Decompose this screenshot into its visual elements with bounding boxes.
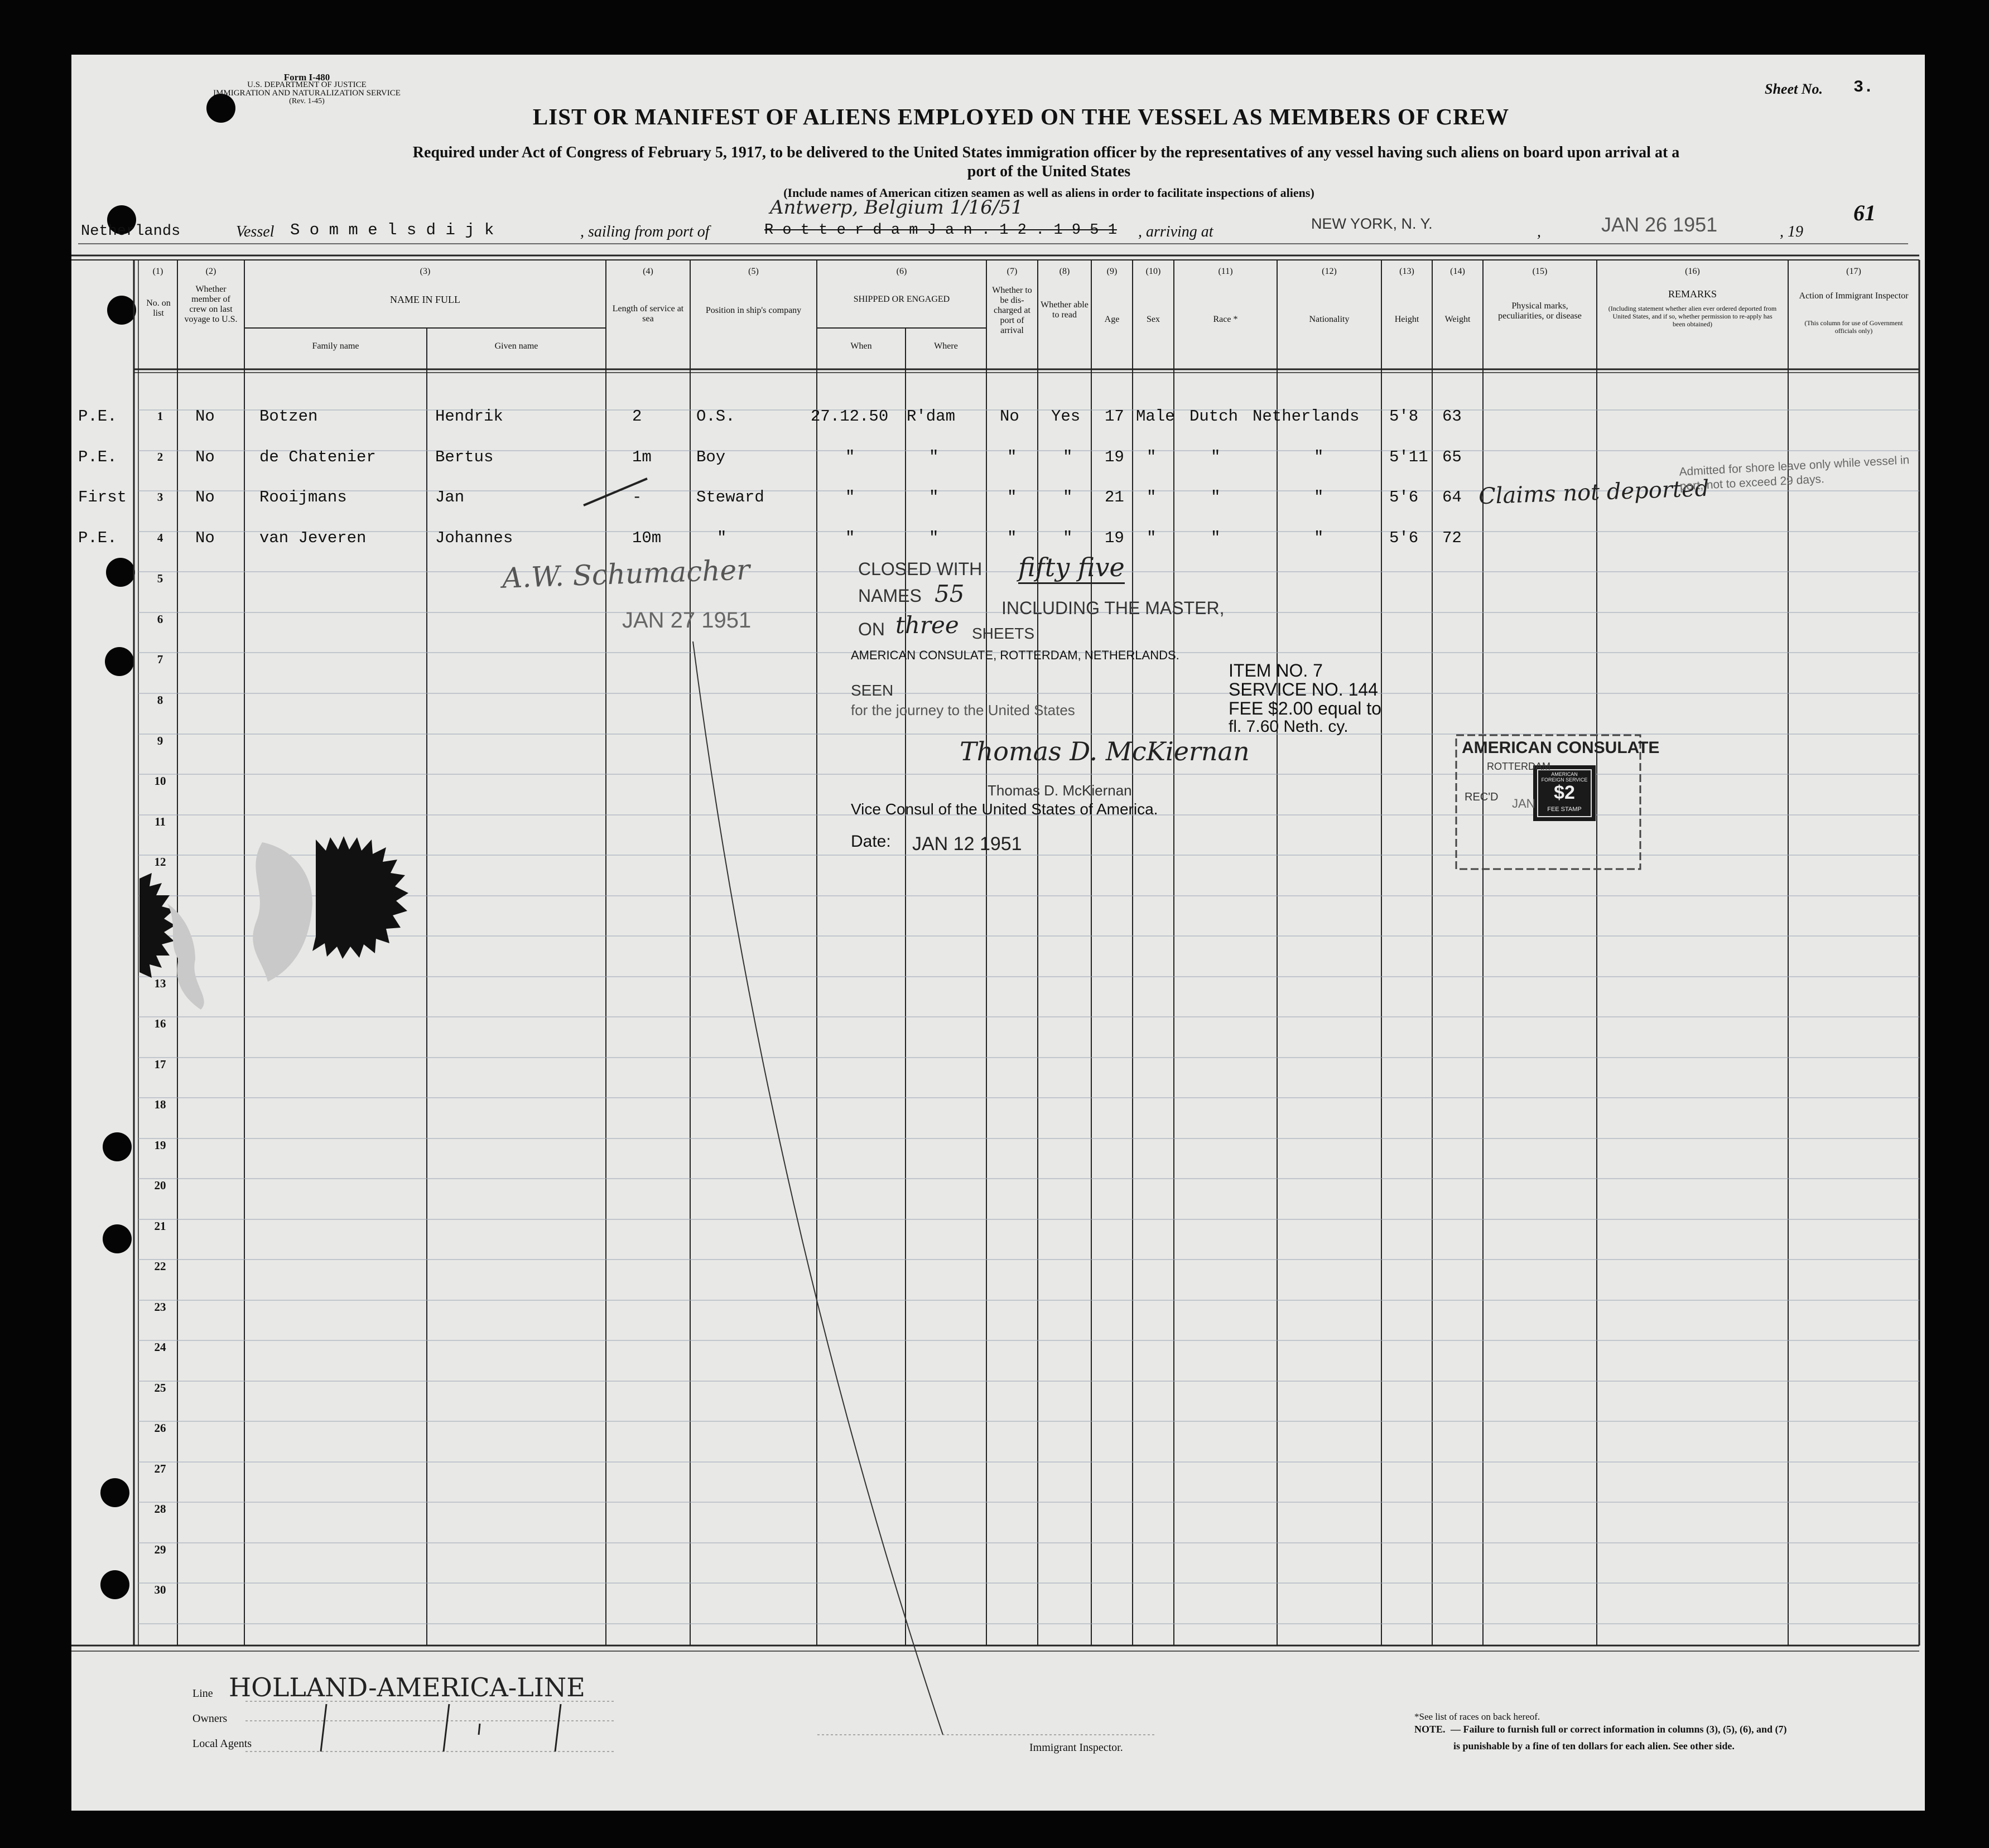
race: " bbox=[1211, 448, 1221, 466]
line-label: Line bbox=[192, 1687, 213, 1700]
row-number: 11 bbox=[155, 815, 166, 828]
sheets-words: three bbox=[895, 611, 959, 639]
row-number: 3 bbox=[157, 490, 163, 504]
col-num: (1) bbox=[152, 267, 163, 276]
col-num: (5) bbox=[748, 267, 759, 276]
row-number: 25 bbox=[154, 1381, 166, 1395]
header-previous-voyage: Whether member of crew on last voyage to U.S. bbox=[184, 284, 238, 324]
previous-voyage: No bbox=[195, 448, 215, 466]
year-label: , 19 bbox=[1780, 223, 1803, 240]
engaged-where: " bbox=[929, 488, 939, 506]
row-number: 8 bbox=[157, 693, 163, 707]
form-department: U.S. DEPARTMENT OF JUSTICE bbox=[247, 80, 367, 89]
given-name: Jan bbox=[435, 488, 465, 506]
stamp-title: AMERICAN CONSULATE bbox=[1462, 739, 1660, 757]
header-family-name: Family name bbox=[312, 341, 359, 351]
length-of-service: 2 bbox=[632, 407, 642, 426]
col-num: (11) bbox=[1218, 267, 1233, 276]
engaged-where: " bbox=[929, 448, 939, 466]
local-agents-label: Local Agents bbox=[192, 1738, 252, 1750]
col-num: (10) bbox=[1145, 267, 1161, 276]
row-number: 19 bbox=[154, 1138, 166, 1152]
given-name: Hendrik bbox=[435, 407, 503, 426]
race: " bbox=[1211, 529, 1221, 547]
previous-voyage: No bbox=[195, 407, 215, 426]
fee-stamp-top: AMERICAN FOREIGN SERVICE bbox=[1541, 771, 1588, 783]
header-remarks: REMARKS bbox=[1668, 288, 1717, 300]
header-given-name: Given name bbox=[494, 341, 538, 351]
col-num: (3) bbox=[420, 267, 431, 276]
vessel-name: S o m m e l s d i j k bbox=[290, 221, 494, 239]
family-name: Rooijmans bbox=[259, 488, 347, 506]
header-sex: Sex bbox=[1147, 315, 1160, 324]
header-length-of-service: Length of service at sea bbox=[612, 304, 684, 324]
consulate-name: AMERICAN CONSULATE, ROTTERDAM, NETHERLANDS. bbox=[851, 648, 1179, 662]
weight: 65 bbox=[1442, 448, 1462, 466]
crew-class: First bbox=[78, 488, 127, 506]
note-text-2: is punishable by a fine of ten dollars for each alien. See other side. bbox=[1453, 1740, 1735, 1752]
row-number: 29 bbox=[154, 1543, 166, 1556]
row-number: 5 bbox=[157, 572, 163, 585]
crew-class: P.E. bbox=[78, 407, 117, 426]
sex: " bbox=[1147, 529, 1157, 547]
age: 19 bbox=[1105, 529, 1124, 547]
sailing-label: , sailing from port of bbox=[580, 223, 710, 240]
header-age: Age bbox=[1104, 315, 1120, 324]
col-num: (15) bbox=[1532, 267, 1548, 276]
race: Dutch bbox=[1189, 407, 1239, 426]
item-number: ITEM NO. 7 bbox=[1229, 660, 1323, 681]
fee-conversion: fl. 7.60 Neth. cy. bbox=[1229, 717, 1349, 736]
remark-handwritten: Claims not deported bbox=[1478, 475, 1709, 510]
owners-label: Owners bbox=[192, 1712, 228, 1725]
arrival-date-stamp: JAN 26 1951 bbox=[1601, 213, 1718, 236]
given-name: Bertus bbox=[435, 448, 494, 466]
engaged-where: " bbox=[929, 529, 939, 547]
vessel-label: Vessel bbox=[236, 223, 274, 240]
row-number: 22 bbox=[154, 1260, 166, 1273]
height: 5'8 bbox=[1389, 407, 1419, 426]
discharged: " bbox=[1007, 448, 1017, 466]
height: 5'6 bbox=[1389, 529, 1419, 547]
engaged-where: R'dam bbox=[907, 407, 956, 426]
nationality: " bbox=[1314, 529, 1324, 547]
engaged-when: " bbox=[845, 448, 855, 466]
nationality: Netherlands bbox=[1253, 407, 1360, 426]
consular-date: JAN 12 1951 bbox=[912, 833, 1022, 855]
seen-label: SEEN bbox=[851, 682, 894, 699]
subtitle-include: (Include names of American citizen seamen as well as aliens in order to facilitate inspections of aliens) bbox=[783, 186, 1314, 200]
position: " bbox=[717, 529, 727, 547]
line-value: HOLLAND-AMERICA-LINE bbox=[229, 1672, 585, 1702]
arriving-label: , arriving at bbox=[1138, 223, 1213, 240]
subtitle-act: Required under Act of Congress of February 5, 1917, to be delivered to the United States immigration officer by the representatives of any vessel having such aliens on board upon arrival at a bbox=[412, 144, 1680, 161]
header-shipped-or-engaged: SHIPPED OR ENGAGED bbox=[853, 295, 950, 304]
header-where: Where bbox=[934, 341, 958, 351]
comma-mark: , bbox=[1537, 223, 1541, 240]
position: Steward bbox=[696, 488, 764, 506]
form-number: Form I-480 bbox=[283, 72, 330, 83]
weight: 64 bbox=[1442, 488, 1462, 506]
position: Boy bbox=[696, 448, 726, 466]
sex: Male bbox=[1136, 407, 1175, 426]
row-number: 12 bbox=[154, 855, 166, 868]
note-label: NOTE. bbox=[1414, 1724, 1446, 1735]
inspector-date-stamp: JAN 27 1951 bbox=[622, 608, 752, 633]
sailing-port-typed: R o t t e r d a m J a n . 1 2 . 1 9 5 1 bbox=[764, 222, 1117, 239]
subtitle-port: port of the United States bbox=[967, 163, 1131, 180]
inspector-signature: A.W. Schumacher bbox=[502, 553, 750, 595]
immigrant-inspector-label: Immigrant Inspector. bbox=[1029, 1741, 1123, 1754]
consul-name: Thomas D. McKiernan bbox=[988, 782, 1132, 799]
crew-class: P.E. bbox=[78, 529, 117, 547]
arriving-port-stamp: NEW YORK, N. Y. bbox=[1311, 215, 1433, 232]
header-inspector-note: (This column for use of Government officials only) bbox=[1804, 319, 1903, 335]
service-number: SERVICE NO. 144 bbox=[1229, 679, 1378, 699]
sheets-label: SHEETS bbox=[972, 625, 1035, 642]
previous-voyage: No bbox=[195, 488, 215, 506]
height: 5'6 bbox=[1389, 488, 1419, 506]
header-able-to-read: Whether able to read bbox=[1041, 300, 1089, 320]
date-label: Date: bbox=[851, 832, 891, 851]
length-of-service: 1m bbox=[632, 448, 652, 466]
discharged: " bbox=[1007, 488, 1017, 506]
header-inspector-action: Action of Immigrant Inspector bbox=[1799, 291, 1909, 301]
consul-signature: Thomas D. McKiernan bbox=[960, 736, 1250, 766]
able-to-read: " bbox=[1063, 529, 1073, 547]
row-number: 16 bbox=[154, 1017, 166, 1030]
stamp-city: ROTTERDAM bbox=[1487, 761, 1550, 772]
fee-amount: FEE $2.00 equal to bbox=[1229, 698, 1381, 718]
including-master: INCLUDING THE MASTER, bbox=[1001, 598, 1225, 618]
row-number: 26 bbox=[154, 1421, 166, 1435]
height: 5'11 bbox=[1389, 448, 1428, 466]
page-title: LIST OR MANIFEST OF ALIENS EMPLOYED ON THE VESSEL AS MEMBERS OF CREW bbox=[532, 104, 1510, 129]
sex: " bbox=[1147, 448, 1157, 466]
engaged-when: 27.12.50 bbox=[811, 407, 889, 426]
header-remarks-note: (Including statement whether alien ever ordered deported from United States, and if so, whether permission to re-apply has been obtained) bbox=[1608, 305, 1777, 328]
previous-voyage: No bbox=[195, 529, 215, 547]
family-name: Botzen bbox=[259, 407, 318, 426]
header-race: Race * bbox=[1213, 315, 1238, 324]
row-number: 23 bbox=[154, 1300, 166, 1314]
row-number: 30 bbox=[154, 1583, 166, 1596]
position: O.S. bbox=[696, 407, 735, 426]
stamp-month: JAN bbox=[1512, 797, 1535, 810]
discharged: " bbox=[1007, 529, 1017, 547]
row-number: 28 bbox=[154, 1502, 166, 1516]
form-service: IMMIGRATION AND NATURALIZATION SERVICE bbox=[213, 89, 401, 98]
age: 19 bbox=[1105, 448, 1124, 466]
row-number: 1 bbox=[157, 409, 163, 423]
row-number: 24 bbox=[154, 1340, 166, 1354]
header-no-on-list: No. on list bbox=[146, 298, 171, 318]
col-num: (8) bbox=[1059, 267, 1070, 276]
col-num: (6) bbox=[896, 267, 907, 276]
race: " bbox=[1211, 488, 1221, 506]
able-to-read: " bbox=[1063, 488, 1073, 506]
header-position: Position in ship's company bbox=[705, 306, 802, 315]
journey-text: for the journey to the United States bbox=[851, 702, 1075, 718]
col-num: (2) bbox=[205, 267, 216, 276]
row-number: 7 bbox=[157, 653, 163, 666]
nationality: " bbox=[1314, 488, 1324, 506]
stamp-recd: REC'D bbox=[1465, 791, 1499, 803]
age: 17 bbox=[1105, 407, 1124, 426]
row-number: 20 bbox=[154, 1179, 166, 1192]
row-number: 9 bbox=[157, 734, 163, 747]
header-height: Height bbox=[1394, 315, 1419, 324]
row-number: 2 bbox=[157, 450, 163, 464]
family-name: van Jeveren bbox=[259, 529, 367, 547]
fee-stamp-label: FEE STAMP bbox=[1547, 806, 1582, 813]
closed-count-words: fifty five bbox=[1018, 552, 1125, 584]
note-races: *See list of races on back hereof. bbox=[1414, 1711, 1540, 1722]
row-number: 27 bbox=[154, 1462, 166, 1475]
weight: 63 bbox=[1442, 407, 1462, 426]
sex: " bbox=[1147, 488, 1157, 506]
col-num: (4) bbox=[643, 267, 653, 276]
age: 21 bbox=[1105, 488, 1124, 506]
header-nationality: Nationality bbox=[1309, 315, 1350, 324]
row-number: 6 bbox=[157, 612, 163, 626]
closed-with-label: CLOSED WITH bbox=[858, 559, 983, 579]
vessel-flag: Netherlands bbox=[81, 223, 181, 240]
col-num: (16) bbox=[1685, 267, 1700, 276]
page-mark: 61 bbox=[1853, 200, 1876, 225]
header-name-in-full: NAME IN FULL bbox=[390, 294, 460, 305]
able-to-read: " bbox=[1063, 448, 1073, 466]
row-number: 13 bbox=[154, 977, 166, 990]
consul-title: Vice Consul of the United States of America. bbox=[851, 800, 1158, 818]
engaged-when: " bbox=[845, 488, 855, 506]
col-num: (17) bbox=[1846, 267, 1861, 276]
fee-stamp-value: $2 bbox=[1554, 782, 1575, 803]
shore-leave-stamp: Admitted for shore leave only while vessel in port, not to exceed 29 days. bbox=[1679, 453, 1910, 493]
header-discharged: Whether to be dis-charged at port of arrival bbox=[992, 286, 1032, 335]
weight: 72 bbox=[1442, 529, 1462, 547]
note-text: — Failure to furnish full or correct information in columns (3), (5), (6), and (7) bbox=[1451, 1724, 1787, 1735]
col-num: (12) bbox=[1322, 267, 1337, 276]
row-number: 18 bbox=[154, 1098, 166, 1111]
row-number: 10 bbox=[154, 774, 166, 788]
on-label: ON bbox=[858, 619, 885, 639]
crew-class: P.E. bbox=[78, 448, 117, 466]
family-name: de Chatenier bbox=[259, 448, 376, 466]
sailing-port-handwritten: Antwerp, Belgium 1/16/51 bbox=[770, 196, 1023, 219]
row-number: 21 bbox=[154, 1219, 166, 1233]
names-label: NAMES bbox=[858, 586, 922, 606]
length-of-service: 10m bbox=[632, 529, 662, 547]
given-name: Johannes bbox=[435, 529, 513, 547]
header-weight: Weight bbox=[1444, 315, 1471, 324]
row-number: 4 bbox=[157, 531, 163, 544]
nationality: " bbox=[1314, 448, 1324, 466]
header-when: When bbox=[850, 341, 872, 351]
col-num: (7) bbox=[1006, 267, 1018, 276]
sheet-label: Sheet No. bbox=[1765, 81, 1823, 97]
header-physical-marks: Physical marks, peculiarities, or disease bbox=[1498, 301, 1582, 321]
sheet-number: 3. bbox=[1853, 78, 1874, 97]
able-to-read: Yes bbox=[1051, 407, 1081, 426]
length-of-service: - bbox=[632, 488, 642, 506]
col-num: (9) bbox=[1106, 267, 1118, 276]
names-count: 55 bbox=[935, 580, 965, 607]
discharged: No bbox=[1000, 407, 1019, 426]
col-num: (14) bbox=[1450, 267, 1465, 276]
engaged-when: " bbox=[845, 529, 855, 547]
col-num: (13) bbox=[1399, 267, 1414, 276]
row-number: 17 bbox=[154, 1058, 166, 1071]
form-revision: (Rev. 1-45) bbox=[289, 97, 325, 105]
